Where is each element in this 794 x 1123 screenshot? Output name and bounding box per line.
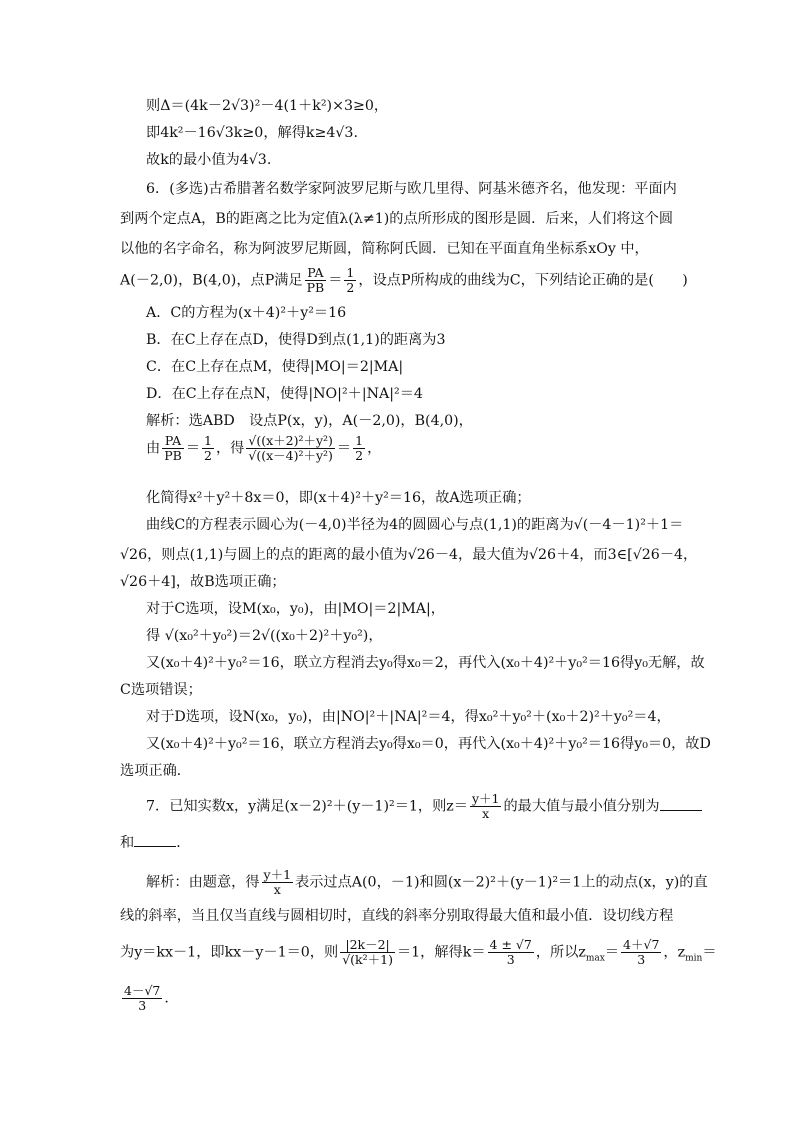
answer-blank <box>134 832 176 847</box>
solution-line: 选项正确． <box>120 763 191 779</box>
solution-line: 得 √(x₀²＋y₀²)＝2√((x₀＋2)²＋y₀²)， <box>146 628 383 644</box>
option-b: B．在C上存在点D，使得D到点(1,1)的距离为3 <box>146 332 446 348</box>
fraction-numerator: 1 <box>346 265 355 280</box>
subscript-max: max <box>585 953 605 964</box>
text-span: 为y＝kx－1，即kx－y－1＝0，则 <box>120 944 339 961</box>
solution-line: 又(x₀＋4)²＋y₀²＝16，联立方程消去y₀得x₀＝2，再代入(x₀＋4)²＋y₀²＝16得y₀无解，故 <box>146 655 705 671</box>
solution-line: 由 $\frac{PA}{PB}$ ＝ $\frac{1}{2}$ ，得 $\frac{\text{√((x＋2)²＋y²)}}{\text{√((x－4)²＋y²)}}$ ＝ $\frac{1}{2}$ ， <box>146 433 382 463</box>
fraction-distance <box>340 938 395 967</box>
fraction-numerator: y＋1 <box>263 867 292 882</box>
fraction-denominator: √(k²＋1) <box>342 952 393 967</box>
solution-line: C选项错误； <box>120 682 202 698</box>
solution-line: √26＋4]，故B选项正确； <box>120 574 286 590</box>
solution-line: 化简得x²＋y²＋8x＝0，即(x＋4)²＋y²＝16，故A选项正确； <box>146 490 531 506</box>
text-span: ，z <box>663 944 686 961</box>
solution-line <box>120 938 717 968</box>
text-span: 表示过点A(0，－1)和圆(x－2)²＋(y－1)²＝1上的动点(x，y)的直 <box>295 874 708 891</box>
text-span: 解析：由题意，得 <box>146 874 260 891</box>
fraction-pa-pb <box>305 266 327 295</box>
solution-line: 又(x₀＋4)²＋y₀²＝16，联立方程消去y₀得x₀＝0，再代入(x₀＋4)²＋y₀²＝16得y₀＝0，故D <box>146 736 711 752</box>
fraction-y1-over-x <box>262 868 294 897</box>
fraction-numerator: PA <box>162 434 184 449</box>
question-7-line <box>120 832 190 853</box>
text-span: 7．已知实数x，y满足(x－2)²＋(y－1)²＝1，则z＝ <box>146 798 468 815</box>
fraction-half <box>344 266 356 295</box>
fraction-numerator: 1 <box>355 433 364 448</box>
fraction-pa-pb <box>162 434 184 463</box>
question-6-line: 到两个定点A，B的距离之比为定值λ(λ≠1)的点所形成的图形是圆．后来，人们将这个圆 <box>120 211 674 227</box>
fraction-denominator: 3 <box>637 952 646 967</box>
option-a: A．C的方程为(x＋4)²＋y²＝16 <box>146 305 347 321</box>
fraction-denominator: 2 <box>346 280 355 295</box>
subscript-min: min <box>685 953 703 964</box>
text-line: 即4k²－16√3k≥0，解得k≥4√3. <box>146 125 358 141</box>
fraction-numerator: 4 ± √7 <box>489 937 532 952</box>
solution-line: √26，则点(1,1)与圆上的点的距离的最小值为√26－4，最大值为√26＋4，而3∈[√26－4， <box>120 547 698 563</box>
fraction-y1-over-x <box>470 792 502 821</box>
fraction-zmin <box>122 984 162 1013</box>
solution-line: 对于D选项，设N(x₀，y₀)，由|NO|²＋|NA|²＝4，得x₀²＋y₀²＋(x₀＋2)²＋y₀²＝4， <box>146 709 671 725</box>
text-span: ＝ <box>604 944 620 961</box>
question-6-line: A(－2,0)，B(4,0)，点P满足 $\frac{PA}{PB}$ ＝ $\frac{1}{2}$ ，设点P所构成的曲线为C，下列结论正确的是( ) <box>120 265 688 295</box>
fraction-numerator: PA <box>305 266 327 281</box>
fraction-denominator: PB <box>164 448 182 463</box>
answer-blank <box>660 796 702 811</box>
text-span: 和 <box>120 835 135 851</box>
fraction-numerator: |2k－2| <box>340 938 395 953</box>
text-span: 由 <box>146 440 161 457</box>
text-span: ，得 <box>215 440 245 457</box>
solution-line <box>146 868 708 897</box>
fraction-half <box>353 434 365 463</box>
fraction-sqrt-ratio <box>246 434 335 463</box>
fraction-denominator: 3 <box>138 998 147 1013</box>
fraction-half <box>202 434 214 463</box>
solution-line <box>120 984 169 1013</box>
text-span: ，设点P所构成的曲线为C，下列结论正确的是( ) <box>358 272 688 289</box>
question-6-line: 以他的名字命名，称为阿波罗尼斯圆，简称阿氏圆．已知在平面直角坐标系xOy 中， <box>120 241 649 257</box>
solution-line: 对于C选项，设M(x₀，y₀)，由|MO|＝2|MA|， <box>146 601 445 617</box>
fraction-zmax <box>621 938 661 967</box>
solution-line: 解析：选ABD 设点P(x，y)，A(－2,0)，B(4,0)， <box>146 413 473 429</box>
text-span: ＝1，解得k＝ <box>396 944 486 961</box>
fraction-numerator: 4＋√7 <box>623 937 660 952</box>
fraction-denominator: 2 <box>355 448 364 463</box>
fraction-denominator: x <box>273 882 281 897</box>
text-span: 的最大值与最小值分别为 <box>503 798 660 815</box>
fraction-k-values <box>488 938 534 967</box>
fraction-denominator: 3 <box>506 952 515 967</box>
solution-line: 线的斜率，当且仅当直线与圆相切时，直线的斜率分别取得最大值和最小值．设切线方程 <box>120 908 674 924</box>
text-span: ，所以z <box>535 944 586 961</box>
fraction-denominator: 2 <box>204 448 212 463</box>
text-span: A(－2,0)，B(4,0)，点P满足 <box>120 272 303 289</box>
fraction-numerator: y＋1 <box>471 791 500 806</box>
question-7-line <box>146 792 702 821</box>
text-span: ＝ <box>702 944 717 961</box>
fraction-denominator: √((x－4)²＋y²) <box>248 448 333 463</box>
option-c: C．在C上存在点M，使得|MO|＝2|MA| <box>146 359 404 375</box>
question-6-line: 6．(多选)古希腊著名数学家阿波罗尼斯与欧几里得、阿基米德齐名，他发现：平面内 <box>146 181 677 197</box>
text-span: ． <box>176 835 191 851</box>
fraction-denominator: x <box>482 806 490 821</box>
text-span: ， <box>367 440 382 457</box>
text-span: . <box>164 990 169 1007</box>
text-line: 则Δ＝(4k－2√3)²－4(1＋k²)×3≥0， <box>146 98 389 114</box>
fraction-numerator: 4－√7 <box>124 983 161 998</box>
fraction-numerator: 1 <box>204 433 212 448</box>
fraction-numerator: √((x＋2)²＋y²) <box>248 433 333 448</box>
text-line: 故k的最小值为4√3. <box>146 152 272 168</box>
solution-line: 曲线C的方程表示圆心为(－4,0)半径为4的圆圆心与点(1,1)的距离为√(－4－1)²＋1＝ <box>146 517 684 533</box>
option-d: D．在C上存在点N，使得|NO|²＋|NA|²＝4 <box>146 386 423 402</box>
fraction-denominator: PB <box>306 280 325 295</box>
